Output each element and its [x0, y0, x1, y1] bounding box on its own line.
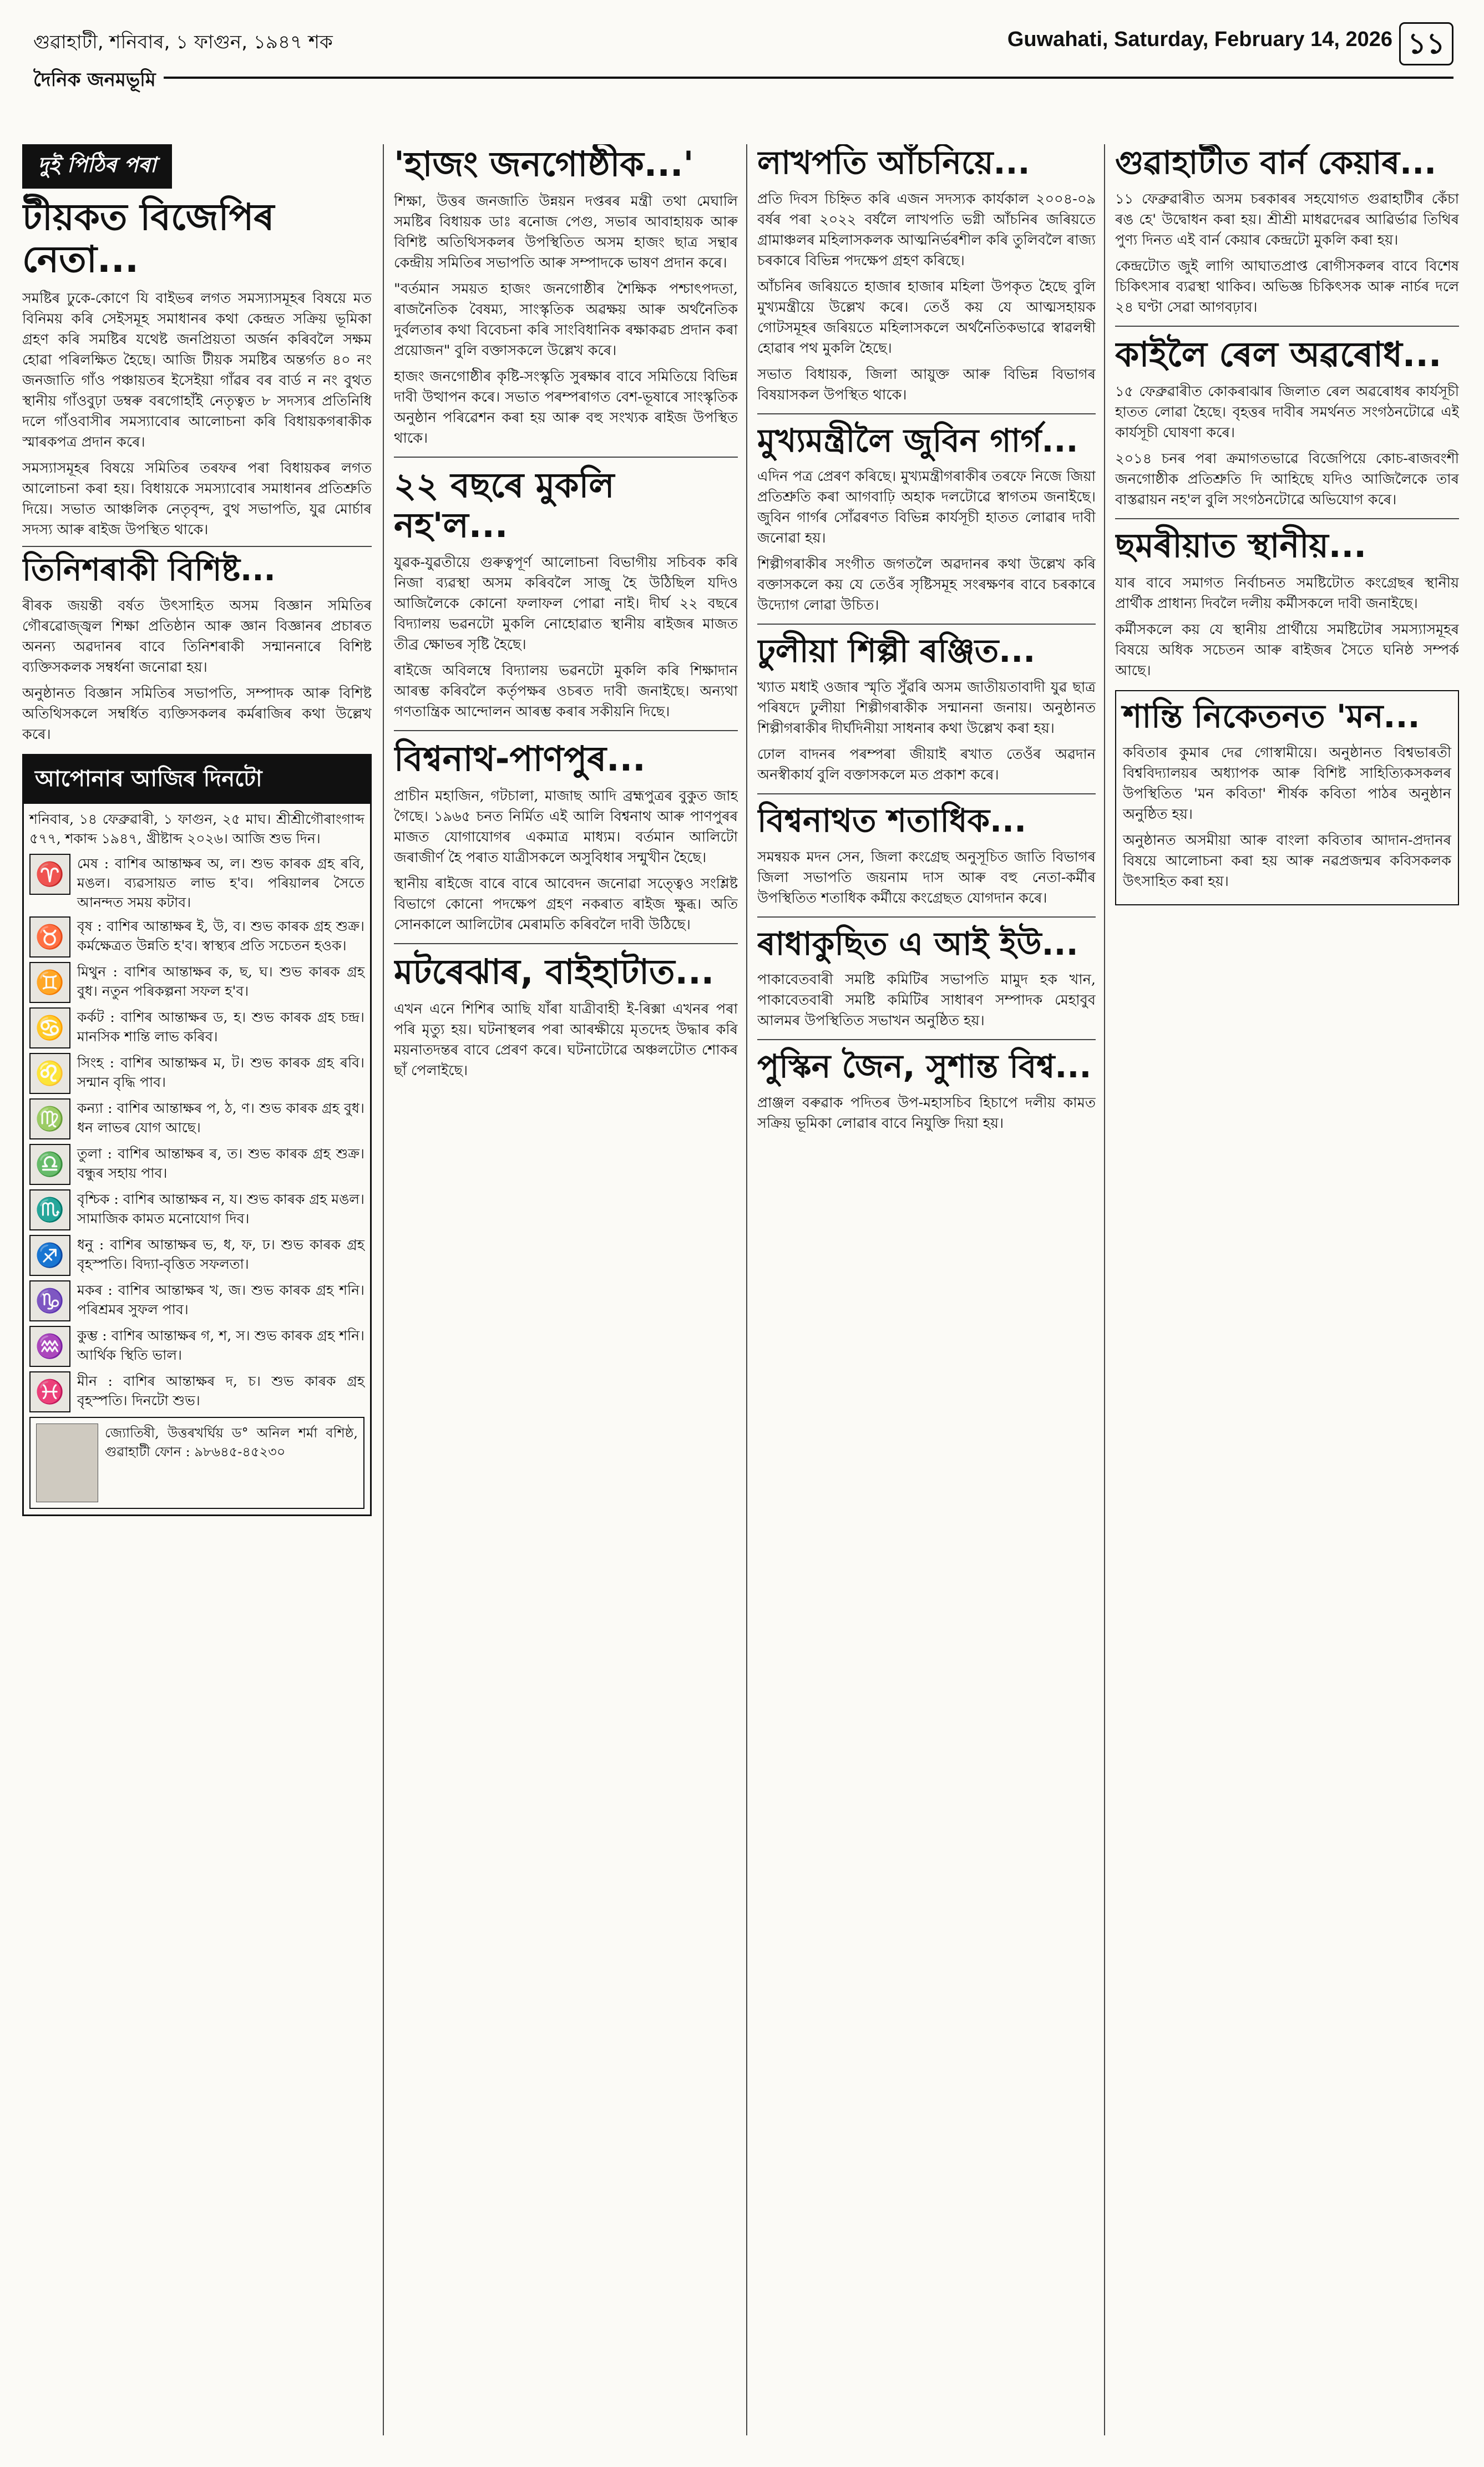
horoscope-sign — [29, 1371, 364, 1412]
horoscope-sign — [29, 1326, 364, 1367]
astrologer-card — [29, 1417, 364, 1509]
horoscope-list — [29, 854, 364, 1412]
column-divider — [746, 144, 747, 2435]
story-divider — [394, 943, 738, 944]
horoscope-box — [22, 754, 372, 1516]
article-text: শিক্ষা, উত্তৰ জনজাতি উন্নয়ন দপ্তৰৰ মন্ত্ৰী তথা মেঘালি সমষ্টিৰ বিধায়ক ডাঃ ৰনোজ পেগু, সভাৰ আবাহায়ক আৰু বিশিষ্ট অতিথিসকলৰ উপস্থিতিত অসম হাজং ছাত্ৰ সন্থাৰ কেন্দ্ৰীয় সমিতিৰ সভাপতি আৰু সম্পাদকে ভাষণ প্ৰদান কৰে। — [394, 193, 738, 272]
article-text: খ্যাত মধাই ওজাৰ স্মৃতি সুঁৱৰি অসম জাতীয়তাবাদী যুৱ ছাত্ৰ পৰিষদে ঢুলীয়া শিল্পীগৰাকীক সন্মাননা জনায়। অনুষ্ঠানত শিল্পীগৰাকীৰ দীৰ্ঘদিনীয়া সাধনাৰ কথা উল্লেখ কৰা হয়। — [757, 679, 1096, 737]
headline-lakhpati: লাখপতি আঁচনিয়ে... — [757, 144, 1030, 181]
horoscope-text: কুম্ভ : বাশিৰ আন্তাক্ষৰ গ, শ, স। শুভ কাৰক গ্ৰহ শনি। আৰ্থিক স্থিতি ভাল। — [77, 1328, 364, 1364]
article-text: সমন্বয়ক মদন সেন, জিলা কংগ্ৰেছ অনুসূচিত জাতি বিভাগৰ জিলা সভাপতি জয়নাম দাস আৰু বহু নেতা-কৰ্মীৰ উপস্থিতিত শতাধিক কৰ্মীয়ে কংগ্ৰেছত যোগদান কৰে। — [757, 848, 1096, 906]
zodiac-icon: ♈ — [29, 854, 70, 895]
headline-burn-care: গুৱাহাটীত বাৰ্ন কেয়াৰ... — [1115, 144, 1437, 181]
horoscope-text: মেষ : বাশিৰ আন্তাক্ষৰ অ, ল। শুভ কাৰক গ্ৰহ ৰবি, মঙল। ব্যৱসায়ত লাভ হ'ব। পৰিয়ালৰ সৈতে আনন্দত সময় কটাব। — [77, 855, 364, 911]
column-divider — [383, 144, 384, 2435]
article-text: "বৰ্তমান সময়ত হাজং জনগোষ্ঠীৰ শৈক্ষিক পশ্চাৎপদতা, ৰাজনৈতিক বৈষম্য, সাংস্কৃতিক অৱক্ষয় আৰু অৰ্থনৈতিক দুৰ্বলতাৰ কথা বিবেচনা কৰি সাংবিধানিক ৰক্ষাকৱচ প্ৰদান কৰা প্ৰয়োজন" বুলি বক্তাসকলে উল্লেখ কৰে। — [394, 281, 738, 359]
zodiac-icon: ♏ — [29, 1189, 70, 1230]
horoscope-text: তুলা : বাশিৰ আন্তাক্ষৰ ৰ, ত। শুভ কাৰক গ্ৰহ শুক্ৰ। বন্ধুৰ সহায় পাব। — [77, 1146, 364, 1182]
zodiac-icon: ♓ — [29, 1371, 70, 1412]
horoscope-intro: শনিবাৰ, ১৪ ফেব্ৰুৱাৰী, ১ ফাগুন, ২৫ মাঘ। শ্ৰীশ্ৰীগৌৰাংগাব্দ ৫৭৭, শকাব্দ ১৯৪৭, খ্ৰীষ্টাব্দ ২০২৬। আজি শুভ দিন। — [29, 811, 364, 847]
horoscope-text: ধনু : বাশিৰ আন্তাক্ষৰ ভ, ধ, ফ, ঢ। শুভ কাৰক গ্ৰহ বৃহস্পতি। বিদ্যা-বৃত্তিত সফলতা। — [77, 1237, 364, 1273]
column-2 — [394, 144, 738, 2441]
horoscope-sign — [29, 1280, 364, 1321]
article-text: প্ৰতি দিবস চিহ্নিত কৰি এজন সদস্যক কাৰ্যকাল ২০০৪-০৯ বৰ্ষৰ পৰা ২০২২ বৰ্ষলৈ লাখপতি ভগ্নী আঁচনিৰ জৰিয়তে গ্ৰামাঞ্চলৰ মহিলাসকলক আত্মনিৰ্ভৰশীল কৰি তুলিবলৈ ৰাজ্য চৰকাৰে বিভিন্ন পদক্ষেপ গ্ৰহণ কৰিছে। — [757, 190, 1096, 269]
article-text: ৰীৰক জয়ন্তী বৰ্ষত উৎসাহিত অসম বিজ্ঞান সমিতিৰ গৌৰৱোজ্জ্বল শিক্ষা প্ৰতিষ্ঠান আৰু জ্ঞান বিজ্ঞানৰ প্ৰচাৰত অনন্য অৱদানৰ বাবে তিনিশৰাকী সন্মাননাৰে বিশিষ্ট ব্যক্তিসকলক সম্বৰ্ধনা জনোৱা হয়। — [22, 597, 372, 676]
date-english: Guwahati, Saturday, February 14, 2026 — [1007, 28, 1392, 51]
headline-rail-blockade: কাইলৈ ৰেল অৱৰোধ... — [1115, 333, 1442, 374]
headline-pushkin: পুস্কিন জৈন, সুশান্ত বিশ্ব... — [757, 1047, 1092, 1086]
horoscope-sign — [29, 1053, 364, 1094]
horoscope-sign — [29, 962, 364, 1003]
article-text: ঢোল বাদনৰ পৰম্পৰা জীয়াই ৰখাত তেওঁৰ অৱদান অনস্বীকাৰ্য বুলি বক্তাসকলে মত প্ৰকাশ কৰে। — [757, 746, 1096, 784]
horoscope-sign — [29, 1189, 364, 1230]
story-divider — [394, 457, 738, 458]
horoscope-text: কৰ্কট : বাশিৰ আন্তাক্ষৰ ড, হ। শুভ কাৰক গ্ৰহ চন্দ্ৰ। মানসিক শান্তি লাভ কৰিব। — [77, 1009, 364, 1045]
article-text: অনুষ্ঠানত বিজ্ঞান সমিতিৰ সভাপতি, সম্পাদক আৰু বিশিষ্ট অতিথিসকলে সম্বৰ্ধিত ব্যক্তিসকলৰ কৰ্মৰাজিৰ কথা উল্লেখ কৰে। — [22, 685, 372, 743]
article-text: এখন এনে শিশিৰ আছি যাঁৰা যাত্ৰীবাহী ই-ৰিক্সা এখনৰ পৰা পৰি মৃত্যু হয়। ঘটনাস্থলৰ পৰা আৰক্ষীয়ে মৃতদেহ উদ্ধাৰ কৰি ময়নাতদন্তৰ বাবে প্ৰেৰণ কৰে। ঘটনাটোৱে অঞ্চলটোত শোকৰ ছাঁ পেলাইছে। — [394, 1001, 738, 1080]
story-divider — [757, 1039, 1096, 1040]
headline-hajong: 'হাজং জনগোষ্ঠীক...' — [394, 144, 694, 184]
date-assamese: গুৱাহাটী, শনিবাৰ, ১ ফাগুন, ১৯৪৭ শক — [33, 31, 333, 53]
article-text: যুৱক-যুৱতীয়ে গুৰুত্বপূৰ্ণ আলোচনা বিভাগীয় সচিবক কৰি নিজা ব্যৱস্থা অসম কৰিবলৈ সাজু হৈ উঠিছিল যদিও আজিলৈকে কোনো ফলাফল পোৱা নাই। দীৰ্ঘ ২২ বছৰে বিদ্যালয় ভৱনটো মুকলি নোহোৱাত স্থানীয় ৰাইজৰ মাজত তীব্ৰ ক্ষোভৰ সৃষ্টি হৈছে। — [394, 554, 738, 653]
brand-name: দৈনিক জনমভূমি — [33, 65, 164, 97]
zodiac-icon: ♎ — [29, 1144, 70, 1185]
headline-three-eminent: তিনিশৰাকী বিশিষ্ট... — [22, 551, 276, 588]
horoscope-sign — [29, 1144, 364, 1185]
article-text: যাৰ বাবে সমাগত নিৰ্বাচনত সমষ্টিটোত কংগ্ৰেছৰ স্থানীয় প্ৰাৰ্থীক প্ৰাধান্য দিবলৈ দলীয় কৰ্মীসকলে দাবী জনাইছে। — [1115, 574, 1459, 612]
headline-santiniketan: শান্তি নিকেতনত 'মন... — [1123, 697, 1420, 735]
zodiac-icon: ♑ — [29, 1280, 70, 1321]
santiniketan-box — [1115, 690, 1459, 905]
column-4 — [1115, 144, 1459, 2441]
headline-biswanath-hundreds: বিশ্বনাথত শতাধিক... — [757, 802, 1027, 840]
zodiac-icon: ♍ — [29, 1098, 70, 1139]
headline-radhakuchi: ৰাধাকুছিত এ আই ইউ... — [757, 924, 1078, 963]
column-1 — [22, 144, 372, 2441]
article-text: এদিন পত্ৰ প্ৰেৰণ কৰিছে। মুখ্যমন্ত্ৰীগৰাকীৰ তৰফে নিজে জিয়া প্ৰতিশ্ৰুতি কৰা আগবাঢ়ি অহাক দলটোৱে স্বাগতম জনাইছে। জুবিন গাৰ্গৰ সোঁৱৰণত বিভিন্ন কাৰ্যসূচী হাতত লোৱাৰ দাবী জনোৱা হয়। — [757, 468, 1096, 547]
article-text: ৰাইজে অবিলম্বে বিদ্যালয় ভৱনটো মুকলি কৰি শিক্ষাদান আৰম্ভ কৰিবলৈ কৰ্তৃপক্ষৰ ওচৰত দাবী জনাইছে। অন্যথা গণতান্ত্ৰিক আন্দোলন আৰম্ভ কৰাৰ সকীয়নি দিছে। — [394, 662, 738, 720]
headline-zubeen: মুখ্যমন্ত্ৰীলৈ জুবিন গাৰ্গ... — [757, 421, 1078, 459]
article-text: কবিতাৰ কুমাৰ দেৱ গোস্বামীয়ে। অনুষ্ঠানত বিশ্বভাৰতী বিশ্ববিদ্যালয়ৰ অধ্যাপক আৰু বিশিষ্ট সাহিত্যিকসকলৰ উপস্থিতিত 'মন কবিতা' শীৰ্ষক কবিতা পাঠৰ অনুষ্ঠান অনুষ্ঠিত হয়। — [1123, 744, 1451, 823]
horoscope-text: কন্যা : বাশিৰ আন্তাক্ষৰ প, ঠ, ণ। শুভ কাৰক গ্ৰহ বুধ। ধন লাভৰ যোগ আছে। — [77, 1100, 364, 1136]
article-text: অনুষ্ঠানত অসমীয়া আৰু বাংলা কবিতাৰ আদান-প্ৰদানৰ বিষয়ে আলোচনা কৰা হয় আৰু নৱপ্ৰজন্মৰ কবিসকলক উৎসাহিত কৰা হয়। — [1123, 832, 1451, 890]
headline-motorjhar: মটৰেঝাৰ, বাইহাটাত... — [394, 951, 715, 992]
column-3 — [757, 144, 1096, 2441]
horoscope-text: বৃষ : বাশিৰ আন্তাক্ষৰ ই, উ, ব। শুভ কাৰক গ্ৰহ শুক্ৰ। কৰ্মক্ষেত্ৰত উন্নতি হ'ব। স্বাস্থ্যৰ প্ৰতি সচেতন হওক। — [77, 918, 364, 954]
zodiac-icon: ♐ — [29, 1235, 70, 1276]
zodiac-icon: ♌ — [29, 1053, 70, 1094]
horoscope-sign — [29, 1098, 364, 1139]
page-number: ১১ — [1399, 22, 1453, 65]
story-divider — [757, 916, 1096, 918]
article-text: প্ৰাঞ্জল বৰুৱাক পদিতৰ উপ-মহাসচিব হিচাপে দলীয় কামত সক্ৰিয় ভূমিকা লোৱাৰ বাবে নিযুক্তি দিয়া হয়। — [757, 1095, 1096, 1132]
story-divider — [757, 413, 1096, 414]
horoscope-text: মীন : বাশিৰ আন্তাক্ষৰ দ, চ। শুভ কাৰক গ্ৰহ বৃহস্পতি। দিনটো শুভ। — [77, 1373, 364, 1409]
article-text: সমষ্টিৰ ঢুকে-কোণে যি বাইভৰ লগত সমস্যাসমূহৰ বিষয়ে মত বিনিময় কৰি সেইসমূহ সমাধানৰ কথা কেন্দ্ৰত সক্ৰিয় ভূমিকা গ্ৰহণ কৰি সমষ্টিৰ যথেষ্ট জনপ্ৰিয়তা অৰ্জন কৰিবলৈ সক্ষম হোৱা পৰিলক্ষিত হৈছে। আজি টীয়ক সমষ্টিৰ অন্তৰ্গত ৪০ নং জনজাতি গাঁও পঞ্চায়তৰ ইসেইয়া গাঁৱৰ বৰ বাৰ্ড ন নং বুথত স্থানীয় গাঁওবুঢ়া ডম্বৰু বৰগোহাঁই নেতৃত্বত ৮ সদস্যৰ প্ৰতিনিধি দলে গাঁওবাসীৰ সমস্যাবোৰ আলোচনা কৰি বিধায়কগৰাকীক স্মাৰকপত্ৰ প্ৰদান কৰে। — [22, 290, 372, 450]
horoscope-sign — [29, 916, 364, 958]
horoscope-text: মকৰ : বাশিৰ আন্তাক্ষৰ খ, জ। শুভ কাৰক গ্ৰহ শনি। পৰিশ্ৰমৰ সুফল পাব। — [77, 1282, 364, 1318]
horoscope-text: বৃশ্চিক : বাশিৰ আন্তাক্ষৰ ন, য। শুভ কাৰক গ্ৰহ মঙল। সামাজিক কামত মনোযোগ দিব। — [77, 1191, 364, 1227]
headline-22-years: ২২ বছৰে মুকলি নহ'ল... — [394, 465, 615, 545]
article-text: আঁচনিৰ জৰিয়তে হাজাৰ হাজাৰ মহিলা উপকৃত হৈছে বুলি মুখ্যমন্ত্ৰীয়ে উল্লেখ কৰে। তেওঁ কয় যে আত্মসহায়ক গোটসমূহৰ জৰিয়তে মহিলাসকলে অৰ্থনৈতিকভাৱে স্বাৱলম্বী হোৱাৰ পথ মুকলি হৈছে। — [757, 278, 1096, 357]
zodiac-icon: ♊ — [29, 962, 70, 1003]
article-text: ১১ ফেব্ৰুৱাৰীত অসম চৰকাৰৰ সহযোগত গুৱাহাটীৰ কেঁচা ৰঙ হে' উদ্বোধন কৰা হয়। শ্ৰীশ্ৰী মাধৱদেৱৰ আৱিৰ্ভাৱ তিথিৰ পুণ্য দিনত এই বাৰ্ন কেয়াৰ কেন্দ্ৰটো মুকলি কৰা হয়। — [1115, 190, 1459, 249]
zodiac-icon: ♒ — [29, 1326, 70, 1367]
horoscope-text: মিথুন : বাশিৰ আন্তাক্ষৰ ক, ছ, ঘ। শুভ কাৰক গ্ৰহ বুধ। নতুন পৰিকল্পনা সফল হ'ব। — [77, 964, 364, 1000]
horoscope-sign — [29, 1235, 364, 1276]
horoscope-sign — [29, 854, 364, 912]
article-text: ১৫ ফেব্ৰুৱাৰীত কোকৰাঝাৰ জিলাত ৰেল অৱৰোধৰ কাৰ্যসূচী হাতত লোৱা হৈছে। বৃহত্তৰ দাবীৰ সমৰ্থনত সংগঠনটোৱে এই কাৰ্যসূচী ঘোষণা কৰে। — [1115, 383, 1459, 441]
article-text: কেন্দ্ৰটোত জুই লাগি আঘাতপ্ৰাপ্ত ৰোগীসকলৰ বাবে বিশেষ চিকিৎসাৰ ব্যৱস্থা থাকিব। অভিজ্ঞ চিকিৎসক আৰু নাৰ্চৰ দলে ২৪ ঘণ্টা সেৱা আগবঢ়াব। — [1115, 257, 1459, 316]
article-text: পাকাবেতবাৰী সমষ্টি কমিটিৰ সভাপতি মামুদ হক খান, পাকাবেতবাৰী সমষ্টি কমিটিৰ সাধাৰণ সম্পাদক মেহাবুব আলমৰ উপস্থিতিত সভাখন অনুষ্ঠিত হয়। — [757, 971, 1096, 1030]
story-divider — [22, 546, 372, 547]
column-divider — [1104, 144, 1105, 2435]
article-text: কৰ্মীসকলে কয় যে স্থানীয় প্ৰাৰ্থীয়ে সমষ্টিটোৰ সমস্যাসমূহৰ বিষয়ে অধিক সচেতন আৰু ৰাইজৰ সৈতে ঘনিষ্ঠ সম্পৰ্ক আছে। — [1115, 621, 1459, 679]
headline-dhuliya: ঢুলীয়া শিল্পী ৰঞ্জিত... — [757, 632, 1036, 670]
masthead — [33, 22, 1453, 139]
zodiac-icon: ♋ — [29, 1007, 70, 1048]
horoscope-text: সিংহ : বাশিৰ আন্তাক্ষৰ ম, ট। শুভ কাৰক গ্ৰহ ৰবি। সন্মান বৃদ্ধি পাব। — [77, 1055, 364, 1091]
story-divider — [394, 730, 738, 731]
article-text: স্থানীয় ৰাইজে বাৰে বাৰে আবেদন জনোৱা সত্ত্বেও সংশ্লিষ্ট বিভাগে কোনো পদক্ষেপ গ্ৰহণ নকৰাত ৰাইজ ক্ষুব্ধ। অতি সোনকালে আলিটোৰ মেৰামতি কৰিবলৈ দাবী উঠিছে। — [394, 875, 738, 934]
section-kicker: দুই পিঠিৰ পৰা — [22, 144, 172, 189]
headline-biswanath-panpur: বিশ্বনাথ-পাণপুৰ... — [394, 738, 646, 779]
article-text: শিল্পীগৰাকীৰ সংগীত জগতলৈ অৱদানৰ কথা উল্লেখ কৰি বক্তাসকলে কয় যে তেওঁৰ সৃষ্টিসমূহ সংৰক্ষণৰ বাবে চৰকাৰে উদ্যোগ লোৱা উচিত। — [757, 556, 1096, 614]
horoscope-title: আপোনাৰ আজিৰ দিনটো — [24, 756, 370, 804]
horoscope-sign — [29, 1007, 364, 1048]
story-divider — [757, 624, 1096, 625]
story-divider — [1115, 518, 1459, 519]
header-rule — [33, 77, 1453, 79]
article-text: প্ৰাচীন মহাজিন, গটচালা, মাজাছ আদি ব্ৰহ্মপুত্ৰৰ বুকুত জাহ গৈছে। ১৯৬৫ চনত নিৰ্মিত এই আলি বিশ্বনাথ আৰু পাণপুৰৰ মাজত যোগাযোগৰ একমাত্ৰ মাধ্যম। বৰ্তমান আলিটো জৰাজীৰ্ণ হৈ পৰাত যাত্ৰীসকলে অসুবিধাৰ সন্মুখীন হৈছে। — [394, 788, 738, 867]
story-divider — [1115, 326, 1459, 327]
headline-chamaria: ছমৰীয়াত স্থানীয়... — [1115, 526, 1367, 565]
article-text: সমস্যাসমূহৰ বিষয়ে সমিতিৰ তৰফৰ পৰা বিধায়কৰ লগত আলোচনা কৰা হয়। বিধায়কে সমস্যাবোৰ সমাধানৰ প্ৰতিশ্ৰুতি দিয়ে। সভাত আঞ্চলিক নেতৃবৃন্দ, বুথ সভাপতি, যুৱ মোৰ্চাৰ সদস্য আৰু ৰাইজ উপস্থিত থাকে। — [22, 459, 372, 538]
article-text: ২০১৪ চনৰ পৰা ক্ৰমাগতভাৱে বিজেপিয়ে কোচ-ৰাজবংশী জনগোষ্ঠীক প্ৰতিশ্ৰুতি দি আহিছে যদিও আজিলৈকে তাৰ বাস্তৱায়ন নহ'ল বুলি সংগঠনটোৱে অভিযোগ কৰে। — [1115, 450, 1459, 508]
astrologer-info: জ্যোতিষী, উত্তৰখৰ্ঘিয় ড° অনিল শৰ্মা বশিষ্ঠ, গুৱাহাটী ফোন : ৯৮৬৪৫-৪৫২৩০ — [105, 1425, 358, 1460]
zodiac-icon: ♉ — [29, 916, 70, 958]
story-divider — [757, 793, 1096, 794]
article-text: সভাত বিধায়ক, জিলা আয়ুক্ত আৰু বিভিন্ন বিভাগৰ বিষয়াসকল উপস্থিত থাকে। — [757, 366, 1096, 403]
article-text: হাজং জনগোষ্ঠীৰ কৃষ্টি-সংস্কৃতি সুৰক্ষাৰ বাবে সমিতিয়ে বিভিন্ন দাবী উত্থাপন কৰে। সভাত পৰম্পৰাগত বেশ-ভূষাৰে সাংস্কৃতিক অনুষ্ঠান পৰিৱেশন কৰা হয় আৰু বহু সংখ্যক ৰাইজ উপস্থিত থাকে। — [394, 368, 738, 447]
astrologer-photo — [36, 1424, 98, 1502]
headline-bjp-leader: টীয়কত বিজেপিৰ নেতা... — [22, 196, 275, 281]
